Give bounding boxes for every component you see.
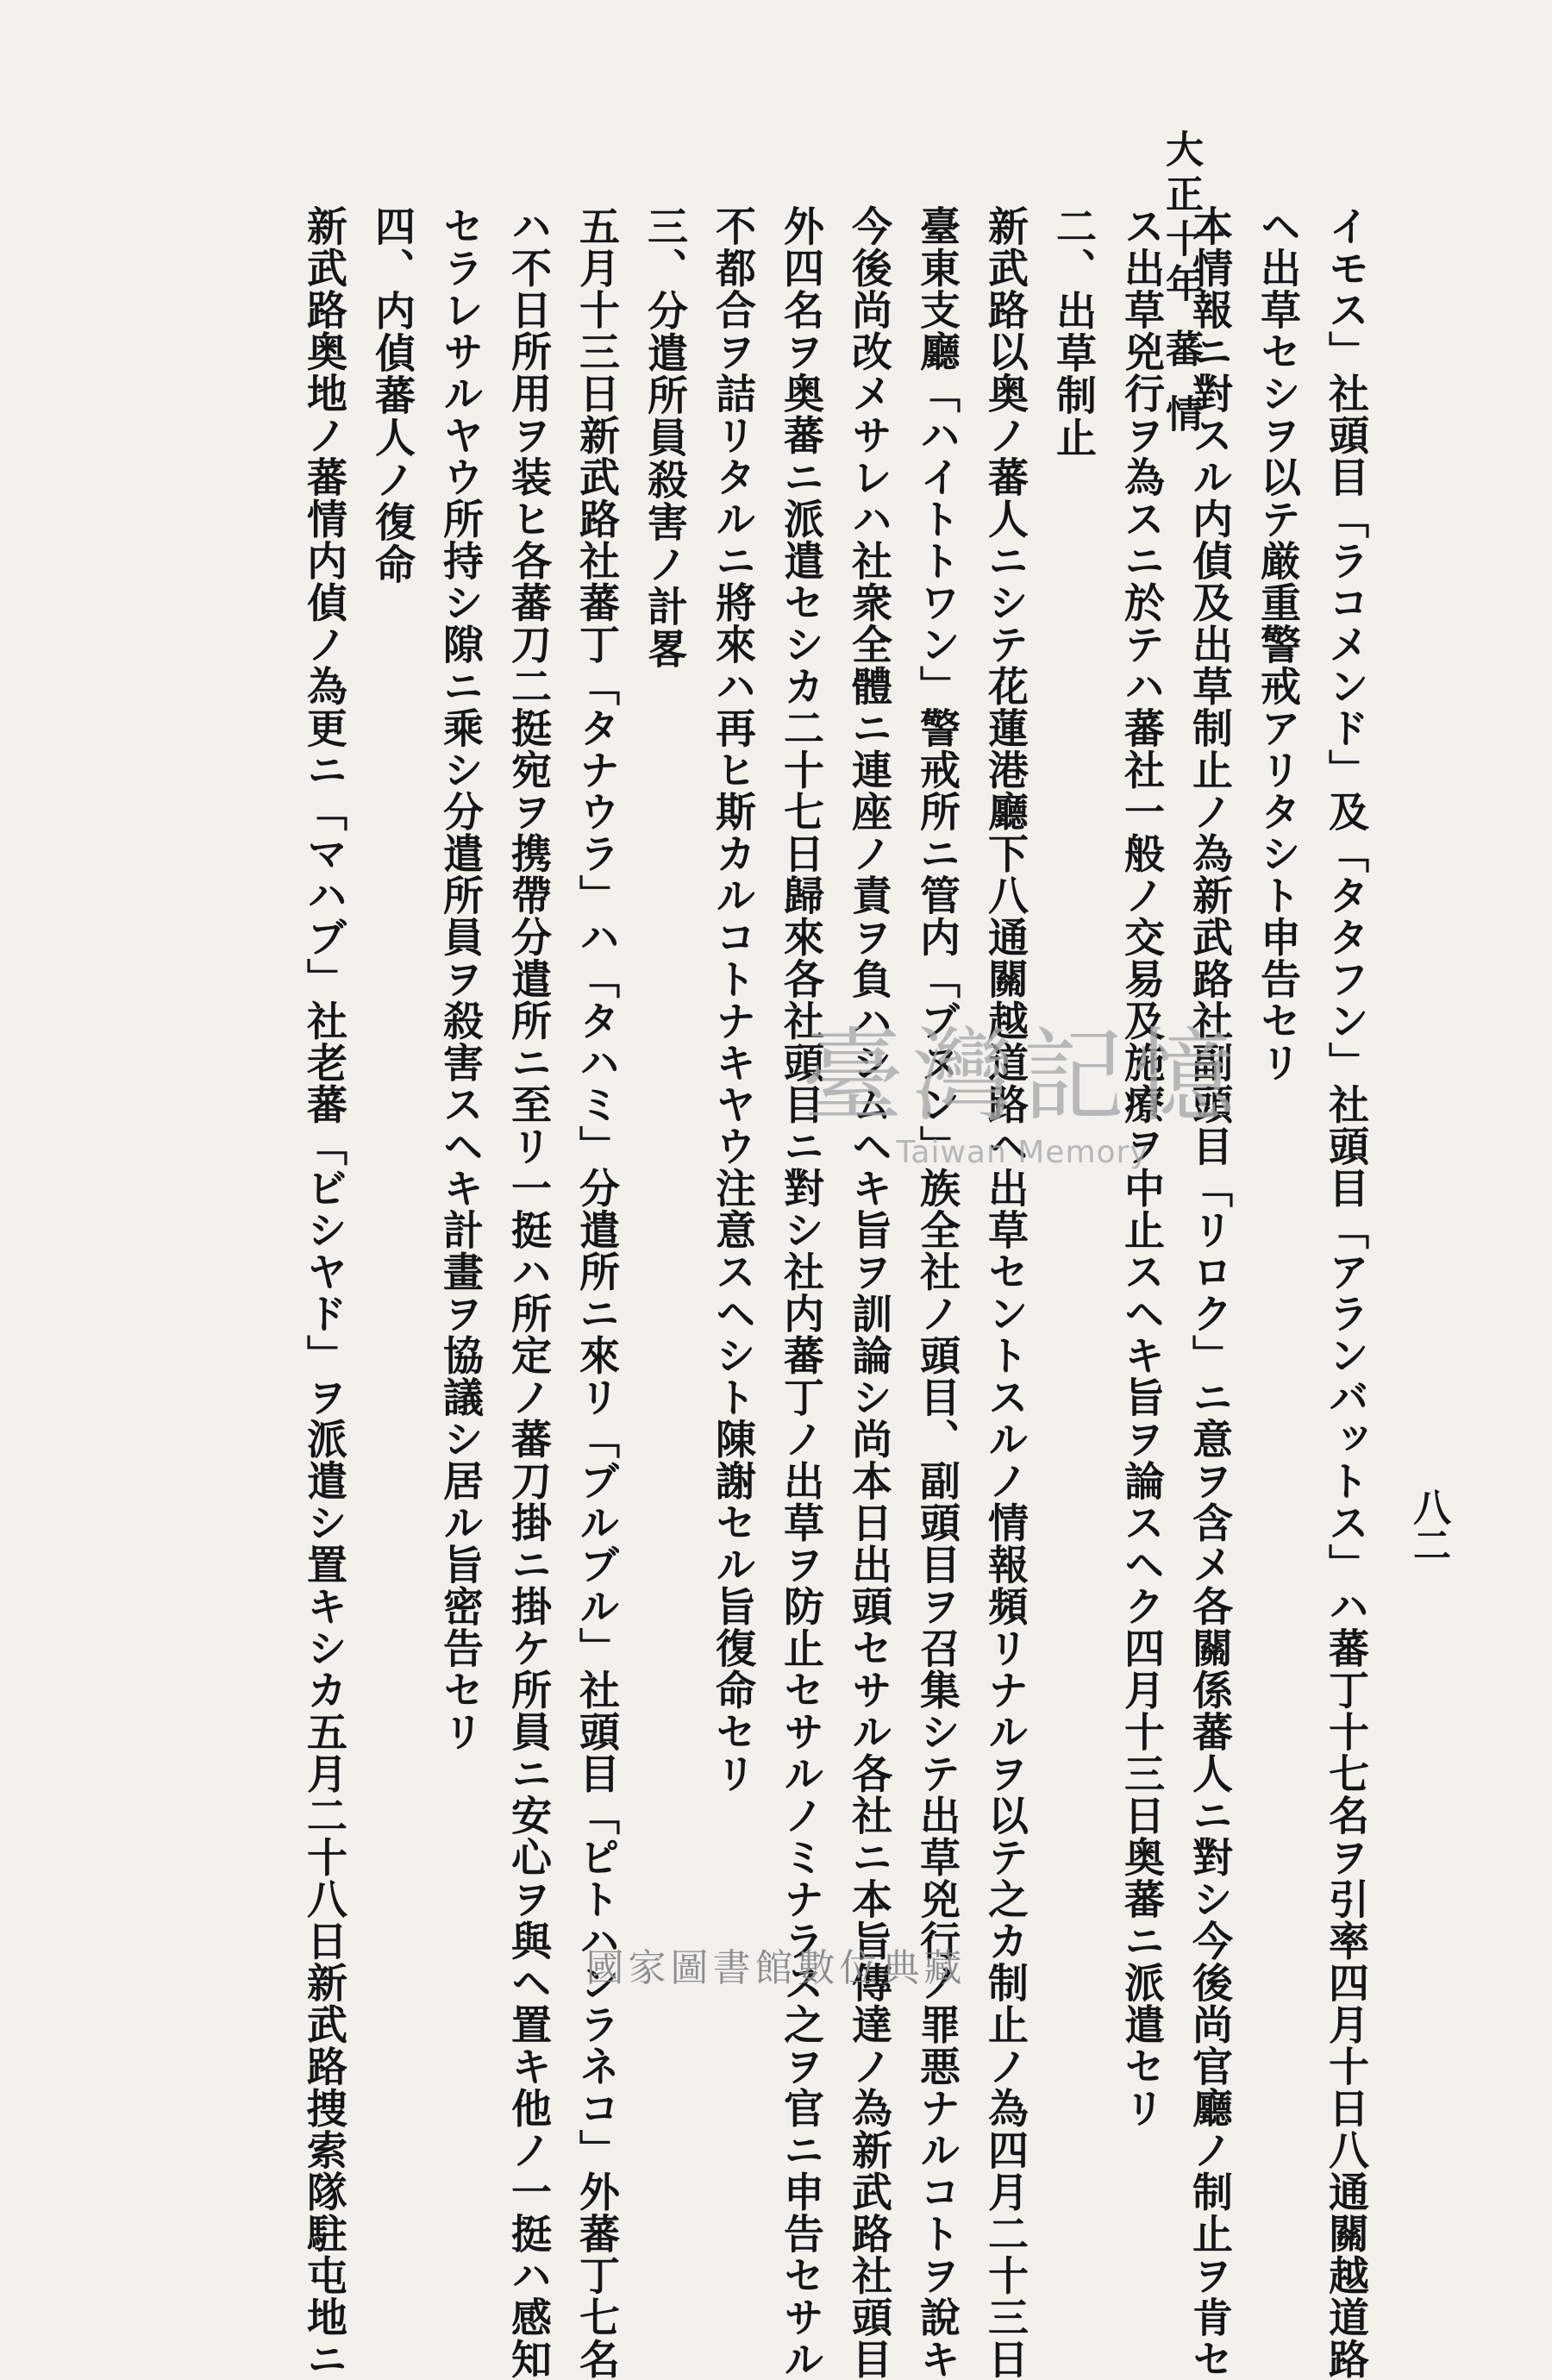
watermark-title: 臺灣記憶 [802,1017,1244,1136]
collection-footer: 國家圖書館數位典藏 [585,1946,967,1990]
text-column-12: 五月十三日新武路社蕃丁「タナウラ」ハ「タハミ」分遣所ニ來リ「ブルブル」社頭目「ピトハンラネコ」外蕃丁七名 [573,205,620,2380]
section-heading-3: 三、分遣所員殺害ノ計畧 [641,205,688,670]
text-column-2: ヘ出草セシヲ以テ厳重警戒アリタシト申告セリ [1254,205,1301,1084]
text-column-1: イモス」社頭目「ラコメンド」及「タタフン」社頭目「アランバットス」ハ蕃丁十七名ヲ引率四月十日八通關越道路 [1322,205,1369,2380]
text-column-14: セラレサルヤウ所持シ隙ニ乘シ分遣所員ヲ殺害スヘキ計畫ヲ協議シ居ル旨密告セリ [436,205,484,1753]
section-heading-2: 二、出草制止 [1049,205,1097,459]
text-column-16: 新武路奥地ノ蕃情内偵ノ為更ニ「マハブ」社老蕃「ビシヤド」ヲ派遣シ置キシカ五月二十八日新武路捜索隊駐屯地ニ [300,205,347,2380]
running-header: 大正十年 蕃 情 [1159,129,1203,439]
text-column-7: 臺東支廳「ハイトトワン」警戒所ニ管内「ブヌン」族全社ノ頭目、副頭目ヲ召集シテ出草兇行ノ罪悪ナルコトヲ說キ [913,205,961,2380]
watermark-subtitle: Taiwan Memory [896,1135,1149,1170]
text-column-4: ス出草兇行ヲ為スニ於テハ蕃社一般ノ交易及施療ヲ中止スヘキ旨ヲ論スヘク四月十三日奥蕃ニ派遣セリ [1117,205,1165,2129]
page-number: 八二 [1406,1488,1450,1563]
text-column-6: 新武路以奥ノ蕃人ニシテ花蓮港廳下八通關越道路ヘ出草セントスルノ情報頻リナルヲ以テ之カ制止ノ為四月二十三日 [981,205,1029,2380]
section-heading-4: 四、内偵蕃人ノ復命 [368,205,416,586]
text-column-10: 不都合ヲ詰リタルニ將來ハ再ヒ斯カルコトナキヤウ注意スヘシト陳謝セル旨復命セリ [709,205,756,1794]
text-column-13: ハ不日所用ヲ装ヒ各蕃刀二挺宛ヲ携帶分遣所ニ至リ一挺ハ所定ノ蕃刀掛ニ掛ケ所員ニ安心ヲ與ヘ置キ他ノ一挺ハ感知 [504,205,552,2380]
text-column-9: 外四名ヲ奥蕃ニ派遣セシカ二十七日歸來各社頭目ニ對シ社内蕃丁ノ出草ヲ防止セサルノミナラス之ヲ官ニ申告セサル [777,205,824,2380]
text-column-8: 今後尚改メサレハ社衆全體ニ連座ノ責ヲ負ハシムヘキ旨ヲ訓論シ尚本日出頭セサル各社ニ本旨傳達ノ為新武路社頭目 [845,205,892,2380]
text-column-3: 本情報ニ對スル内偵及出草制止ノ為新武路社副頭目「リロク」ニ意ヲ含メ各關係蕃人ニ對シ今後尚官廳ノ制止ヲ肯セ [1186,205,1233,2380]
